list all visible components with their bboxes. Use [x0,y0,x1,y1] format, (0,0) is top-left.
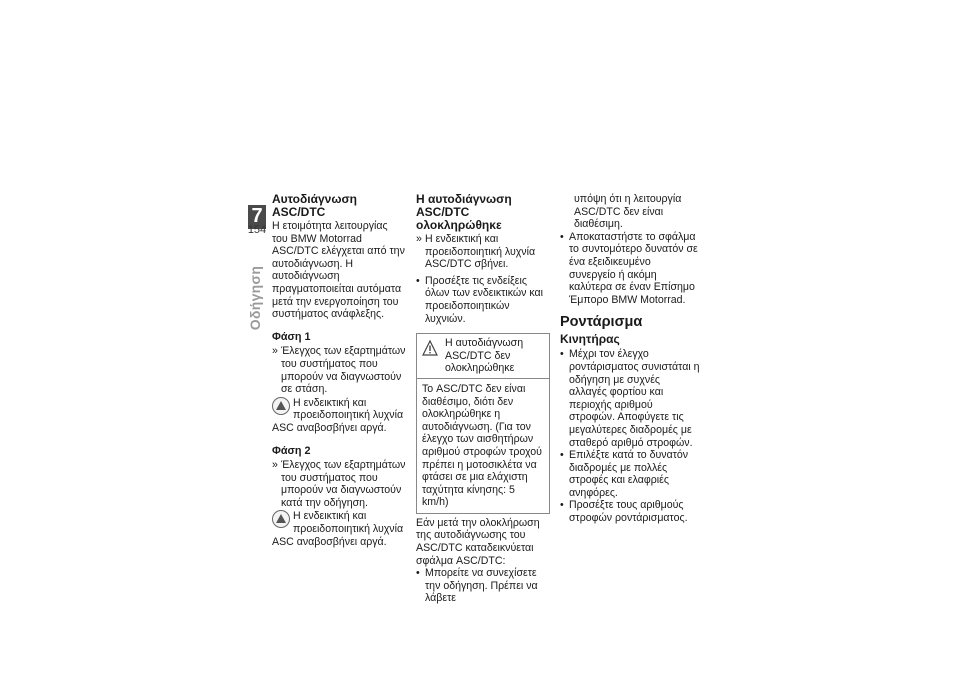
phase-2-title: Φάση 2 [272,444,311,457]
list-item: • Μπορείτε να συνεχίσετε την οδήγηση. Πρέπει να λάβετε [416,567,550,605]
complete-step: » Η ενδεικτική και προειδοποιητική λυχνία ASC/DTC σβήνει. [416,233,550,271]
phase-1-title: Φάση 1 [272,330,311,343]
chapter-number: 7 [251,205,263,227]
asc-warning-lamp-icon [272,397,290,415]
list-item: • Μέχρι τον έλεγχο ροντάρισματος συνιστάται η οδήγηση με συχνές αλλαγές φορτίου και περιοχής αριθμού στροφών. Αποφύγετε τις μεγαλύτερες διαδρομές με σταθερό αριθμό στροφών. [560,348,700,449]
section-title-diagnosis-complete: Η αυτοδιάγνωση ASC/DTC ολοκληρώθηκε [416,192,512,232]
intro-paragraph: Η ετοιμότητα λειτουργίας του BMW Motorrad ASC/DTC ελέγχεται από την αυτοδιάγνωση. Η αυτοδιάγνωση πραγματοποιείται αυτόματα μετά την ενεργοποίηση του συστήματος ανάφλεξης. [272,220,405,321]
list-item: • Επιλέξτε κατά το δυνατόν διαδρομές με πολλές στροφές και ελαφριές ανηφόρες. [560,449,700,499]
phase-2-indicator [272,510,406,548]
phase-1-step: » Έλεγχος των εξαρτημάτων του συστήματος που μπορούν να διαγνωστούν σε στάση. [272,345,406,395]
notice-box [416,333,550,514]
notice-header [417,334,549,379]
column-2 [416,193,550,605]
asc-warning-lamp-icon [272,510,290,528]
page-number: 154 [247,224,267,236]
phase-1-indicator-text: Η ενδεικτική και προειδοποιητική λυχνία ASC αναβοσβήνει αργά. [272,396,404,434]
column-1 [272,193,406,548]
section-title-self-diagnosis: Αυτοδιάγνωση ASC/DTC [272,192,358,219]
after-diagnosis-paragraph: Εάν μετά την ολοκλήρωση της αυτοδιάγνωσης του ASC/DTC καταδεικνύεται σφάλμα ASC/DTC: [416,516,540,567]
chapter-side-label: Οδήγηση [247,265,263,331]
warning-triangle-icon [421,339,439,363]
phase-2-indicator-text: Η ενδεικτική και προειδοποιητική λυχνία ASC αναβοσβήνει αργά. [272,510,404,548]
continued-text: υπόψη ότι η λειτουργία ASC/DTC δεν είναι διαθέσιμη. [574,193,682,231]
list-item: • Προσέξτε τους αριθμούς στροφών ροντάρισματος. [560,499,700,524]
subsection-title-engine: Κινητήρας [560,332,620,347]
list-item: • Αποκαταστήστε το σφάλμα το συντομότερο δυνατόν σε ένα εξειδικευμένο συνεργείο ή ακόμη καλύτερα σε έναν Επίσημο Έμπορο BMW Motorrad. [560,231,700,307]
section-title-running-in: Ροντάρισμα [560,314,643,331]
notice-body: Το ASC/DTC δεν είναι διαθέσιμο, διότι δεν ολοκληρώθηκε η αυτοδιάγνωση. (Για τον έλεγχο των αισθητήρων αριθμού στροφών τροχού πρέπει η μοτοσικλέτα να φτάσει σε μια ελάχιστη ταχύτητα κίνησης: 5 km/h) [422,382,542,509]
notice-header-text: Η αυτοδιάγνωση ASC/DTC δεν ολοκληρώθηκε [445,337,524,375]
phase-1-indicator [272,397,406,435]
column-3 [560,193,700,525]
list-item: • Προσέξτε τις ενδείξεις όλων των ενδεικτικών και προειδοποιητικών λυχνιών. [416,275,550,325]
phase-2-step: » Έλεγχος των εξαρτημάτων του συστήματος που μπορούν να διαγνωστούν κατά την οδήγηση. [272,459,406,509]
